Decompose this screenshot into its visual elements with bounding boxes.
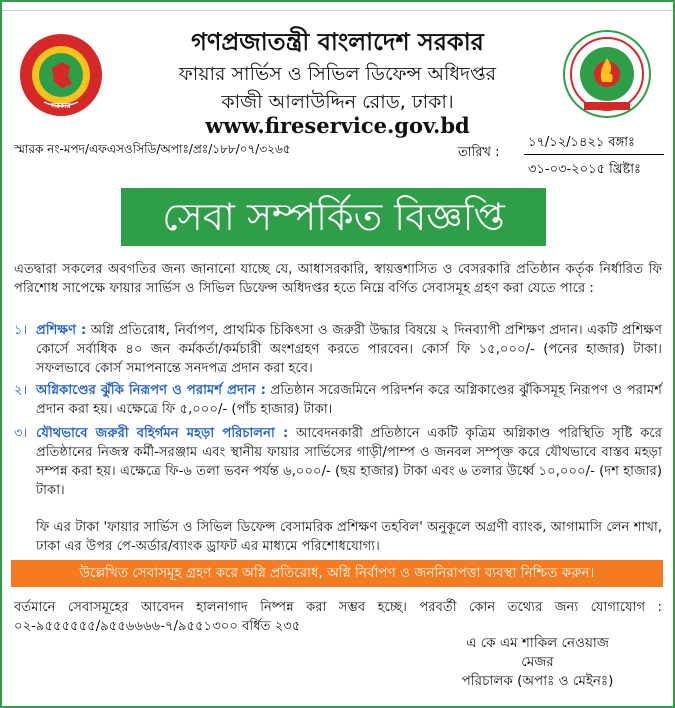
item-text: আবেদনকারী প্রতিষ্ঠানে একটি কৃত্রিম অগ্নিকাণ্ড পরিস্থিতি সৃষ্টি করে প্রতিষ্ঠানের নিজস্ব কর্মী-সরঞ্জাম এবং স্থানীয় ফায়ার সার্ভিসের গাড়ী/পাম্প ও জনবল সম্পৃক্ত করে যৌথভাবে বাস্তব মহড়া সম্পন্ন করা হয়। এক্ষেত্রে ফি-৬ তলা ভবন পর্যন্ত ৬,০০০/- (ছয় হাজার) টাকা এবং ৬ তলার উর্ধ্বে ১০,০০০/- (দশ হাজার) টাকা। bbox=[36, 426, 662, 498]
item-heading: যৌথভাবে জরুরী বহির্গমন মহড়া পরিচালনা : bbox=[36, 426, 289, 441]
item-text: অগ্নি প্রতিরোধ, নির্বাপণ, প্রাথমিক চিকিৎসা ও জরুরী উদ্ধার বিষয়ে ২ দিনব্যাপী প্রশিক্ষণ প্রদান। একটি প্রশিক্ষণ কোর্সে সর্বাধিক ৪০ জন কর্মকর্তা/কর্মচারী অংশগ্রহণ করতে পারবেন। কোর্স ফি ১৫,০০০/- (পনের হাজার) টাকা। সফলভাবে কোর্স সমাপনান্তে সনদপত্র প্রদান করা হবে। bbox=[36, 323, 662, 376]
item-text: প্রতিষ্ঠান সরেজমিনে পরিদর্শন করে অগ্নিকাণ্ডের ঝুঁকিসমূহ নিরূপণ ও পরামর্শ প্রদান করা হয়। এক্ষেত্রে ফি ৫,০০০/- (পাঁচ হাজার) টাকা। bbox=[36, 383, 662, 417]
signatory-designation: পরিচালক (অপাঃ ও মেইনঃ) bbox=[461, 673, 614, 689]
service-item-training bbox=[14, 321, 662, 378]
date-label: তারিখ : bbox=[458, 145, 500, 160]
signatory-name: এ কে এম শাকিল নেওয়াজ bbox=[466, 635, 609, 651]
date-divider bbox=[524, 154, 664, 155]
contact-info: বর্তমানে সেবাসমূহের আবেদন হালনাগাদ নিষ্পন্ন করা সম্ভব হচ্ছে। পরবর্তী কোন তথ্যের জন্য যোগাযোগ : ০২-৯৫৫৫৫৫৫/৯৫৫৬৬৬৬-৭/৯৫৫১৩০০ বর্ধিত ২৩৫ bbox=[14, 600, 662, 634]
date-bangla: ১৭/১২/১৪২১ বঙ্গাঃ bbox=[528, 135, 635, 150]
fee-payment-note: ফি এর টাকা 'ফায়ার সার্ভিস ও সিভিল ডিফেন্স বেসামরিক প্রশিক্ষণ তহবিল' অনুকূলে অগ্রণী ব্যাংক, আগামাসি লেন শাখা, ঢাকা এর উপর পে-অর্ডার/ব্যাংক ড্রাফট এর মাধ্যমে পরিশোধযোগ্য। bbox=[36, 520, 662, 554]
item-number: ৩। bbox=[14, 426, 28, 441]
seal-text: সরকার bbox=[51, 102, 71, 110]
service-item-risk-assessment bbox=[14, 381, 662, 419]
government-name: গণপ্রজাতন্ত্রী বাংলাদেশ সরকার bbox=[191, 28, 484, 56]
item-heading: প্রশিক্ষণ : bbox=[36, 323, 87, 338]
website-link[interactable]: www.fireservice.gov.bd bbox=[205, 113, 470, 138]
fire-service-emblem-icon bbox=[562, 28, 652, 120]
signatory-rank: মেজর bbox=[521, 654, 554, 670]
item-number: ২। bbox=[14, 383, 28, 398]
date-english: ৩১-০৩-২০১৫ খ্রিষ্টাঃ bbox=[528, 162, 641, 177]
safety-call-to-action: উল্লেখিত সেবাসমূহ গ্রহণ করে অগ্নি প্রতিরোধ, অগ্নি নির্বাপণ ও জননিরাপত্তা ব্যবস্থা নিশ্চিত করুন। bbox=[11, 560, 663, 587]
memo-number: স্মারক নং-মপদ/এফএসওসিডি/অপাঃ/প্রঃ/১৮৮/০৭/৩২৬৫ bbox=[14, 142, 291, 156]
service-item-evacuation-drill bbox=[14, 424, 662, 500]
department-name: ফায়ার সার্ভিস ও সিভিল ডিফেন্স অধিদপ্তর bbox=[178, 63, 497, 85]
item-heading: অগ্নিকাণ্ডের ঝুঁকি নিরূপণ ও পরামর্শ প্রদান : bbox=[36, 383, 266, 398]
bangladesh-government-seal-icon bbox=[18, 32, 104, 118]
top-strip bbox=[2, 2, 673, 11]
item-number: ১। bbox=[14, 323, 28, 338]
intro-paragraph: এতদ্বারা সকলের অবগতির জন্য জানানো যাচ্ছে যে, আধাসরকারি, স্বায়ত্তশাসিত ও বেসরকারি প্রতিষ্ঠান কর্তৃক নির্ধারিত ফি পরিশোধ সাপেক্ষে ফায়ার সার্ভিস ও সিভিল ডিফেন্স অধিদপ্তর হতে নিম্নে বর্ণিত সেবাসমূহ গ্রহণ করা যেতে পারে : bbox=[14, 262, 662, 296]
address: কাজী আলাউদ্দিন রোড, ঢাকা। bbox=[221, 91, 454, 113]
notice-title: সেবা সম্পর্কিত বিজ্ঞপ্তি bbox=[121, 188, 546, 246]
